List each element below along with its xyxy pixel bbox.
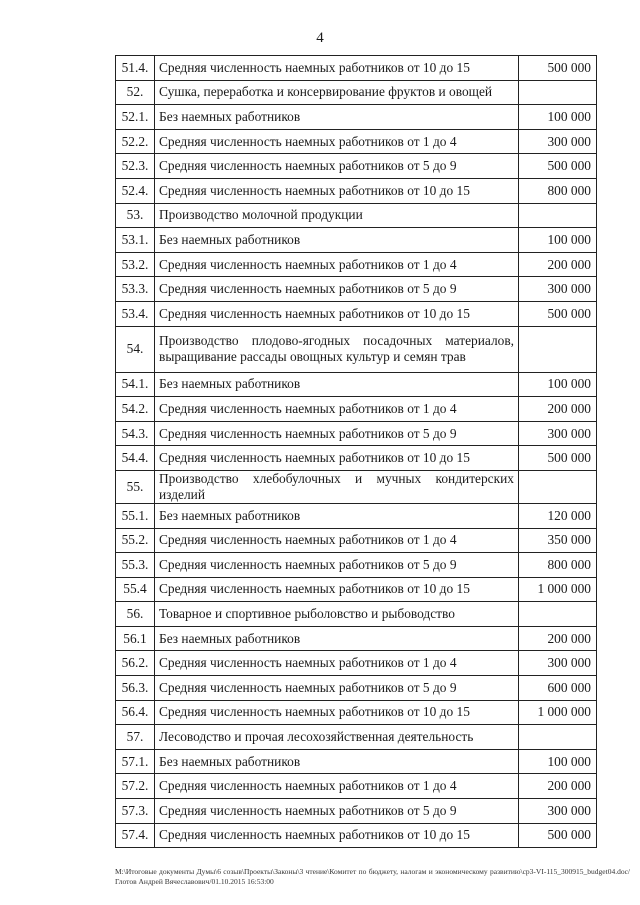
row-amount: 200 000 [519,397,597,422]
row-amount: 500 000 [519,56,597,81]
row-amount: 200 000 [519,252,597,277]
row-number: 57.4. [116,823,155,848]
table-row [116,178,597,203]
table-row [116,503,597,528]
row-description: Производство молочной продукции [155,203,519,228]
row-number: 52.4. [116,178,155,203]
row-description: Товарное и спортивное рыболовство и рыбоводство [155,602,519,627]
row-amount: 200 000 [519,774,597,799]
table-row [116,553,597,578]
row-amount: 800 000 [519,178,597,203]
row-amount: 300 000 [519,277,597,302]
row-description: Производство хлебобулочных и мучных кондитерских изделий [155,470,519,503]
table-row [116,774,597,799]
row-description: Без наемных работников [155,503,519,528]
table-row [116,700,597,725]
row-number: 56.1 [116,626,155,651]
row-description: Средняя численность наемных работников от 10 до 15 [155,56,519,81]
row-amount [519,470,597,503]
row-description: Средняя численность наемных работников от 10 до 15 [155,301,519,326]
row-amount: 600 000 [519,676,597,701]
row-number: 54.2. [116,397,155,422]
row-number: 54. [116,326,155,372]
section-header-row [116,725,597,750]
row-number: 57.2. [116,774,155,799]
section-header-row [116,203,597,228]
row-description: Без наемных работников [155,626,519,651]
row-number: 54.1. [116,372,155,397]
row-description: Средняя численность наемных работников от 1 до 4 [155,129,519,154]
row-description: Средняя численность наемных работников от 1 до 4 [155,528,519,553]
row-description: Средняя численность наемных работников от 10 до 15 [155,823,519,848]
row-number: 53.1. [116,228,155,253]
row-amount: 100 000 [519,105,597,130]
table-row [116,626,597,651]
row-number: 55.2. [116,528,155,553]
row-number: 52.1. [116,105,155,130]
row-number: 57.3. [116,799,155,824]
row-amount: 1 000 000 [519,700,597,725]
row-amount: 120 000 [519,503,597,528]
file-path-footer: M:\Итоговые документы Думы\6 созыв\Проекты\Законы\3 чтение\Комитет по бюджету, налогам и экономическому развитию\ср3-VI-115_300915_budget04.doc/Глотов Андрей Вячеславович/01.10.2015 16:53:00 [115,867,630,886]
row-description: Средняя численность наемных работников от 10 до 15 [155,700,519,725]
row-amount: 500 000 [519,446,597,471]
row-number: 57.1. [116,749,155,774]
row-description: Средняя численность наемных работников от 5 до 9 [155,154,519,179]
row-number: 52. [116,80,155,105]
row-description: Средняя численность наемных работников от 1 до 4 [155,252,519,277]
row-description: Производство плодово-ягодных посадочных материалов, выращивание рассады овощных культур и семян трав [155,326,519,372]
row-amount: 500 000 [519,301,597,326]
row-amount: 300 000 [519,421,597,446]
table-row [116,676,597,701]
row-description: Средняя численность наемных работников от 5 до 9 [155,799,519,824]
table-row [116,749,597,774]
row-amount: 300 000 [519,129,597,154]
table-row [116,421,597,446]
row-description: Без наемных работников [155,228,519,253]
table-row [116,252,597,277]
section-header-row [116,80,597,105]
row-number: 51.4. [116,56,155,81]
row-number: 57. [116,725,155,750]
row-description: Средняя численность наемных работников от 5 до 9 [155,676,519,701]
row-description: Средняя численность наемных работников от 5 до 9 [155,421,519,446]
row-amount: 300 000 [519,651,597,676]
table-body [116,56,597,848]
row-amount: 500 000 [519,154,597,179]
table-row [116,446,597,471]
row-description: Сушка, переработка и консервирование фруктов и овощей [155,80,519,105]
page-number: 4 [316,30,324,46]
table-row [116,528,597,553]
row-description: Средняя численность наемных работников от 10 до 15 [155,446,519,471]
table-row [116,277,597,302]
row-number: 53.4. [116,301,155,326]
row-number: 56.3. [116,676,155,701]
row-amount [519,725,597,750]
table-row [116,129,597,154]
table-row [116,651,597,676]
row-amount: 200 000 [519,626,597,651]
table-row [116,154,597,179]
row-description: Лесоводство и прочая лесохозяйственная деятельность [155,725,519,750]
row-number: 55. [116,470,155,503]
row-description: Средняя численность наемных работников от 1 до 4 [155,397,519,422]
table-row [116,105,597,130]
row-amount: 500 000 [519,823,597,848]
row-amount: 100 000 [519,228,597,253]
row-amount [519,80,597,105]
row-description: Без наемных работников [155,372,519,397]
row-number: 54.3. [116,421,155,446]
row-amount [519,326,597,372]
row-number: 55.4 [116,577,155,602]
row-number: 54.4. [116,446,155,471]
row-description: Средняя численность наемных работников от 5 до 9 [155,553,519,578]
section-header-row [116,326,597,372]
section-header-row [116,470,597,503]
row-number: 53.3. [116,277,155,302]
row-amount: 100 000 [519,372,597,397]
row-amount: 350 000 [519,528,597,553]
row-amount: 800 000 [519,553,597,578]
tariff-table [115,55,597,848]
table-row [116,228,597,253]
row-description: Средняя численность наемных работников от 1 до 4 [155,651,519,676]
row-description: Без наемных работников [155,105,519,130]
row-number: 56.4. [116,700,155,725]
table-row [116,397,597,422]
row-number: 56.2. [116,651,155,676]
row-number: 53. [116,203,155,228]
table-row [116,799,597,824]
row-description: Средняя численность наемных работников от 5 до 9 [155,277,519,302]
row-description: Средняя численность наемных работников от 1 до 4 [155,774,519,799]
row-description: Без наемных работников [155,749,519,774]
row-number: 56. [116,602,155,627]
row-number: 52.3. [116,154,155,179]
table-row [116,577,597,602]
row-amount: 1 000 000 [519,577,597,602]
row-amount: 100 000 [519,749,597,774]
row-number: 55.3. [116,553,155,578]
table-row [116,301,597,326]
row-amount: 300 000 [519,799,597,824]
table-row [116,56,597,81]
row-number: 53.2. [116,252,155,277]
table-row [116,823,597,848]
row-amount [519,203,597,228]
row-description: Средняя численность наемных работников от 10 до 15 [155,178,519,203]
row-number: 55.1. [116,503,155,528]
row-amount [519,602,597,627]
row-number: 52.2. [116,129,155,154]
table-row [116,372,597,397]
section-header-row [116,602,597,627]
row-description: Средняя численность наемных работников от 10 до 15 [155,577,519,602]
